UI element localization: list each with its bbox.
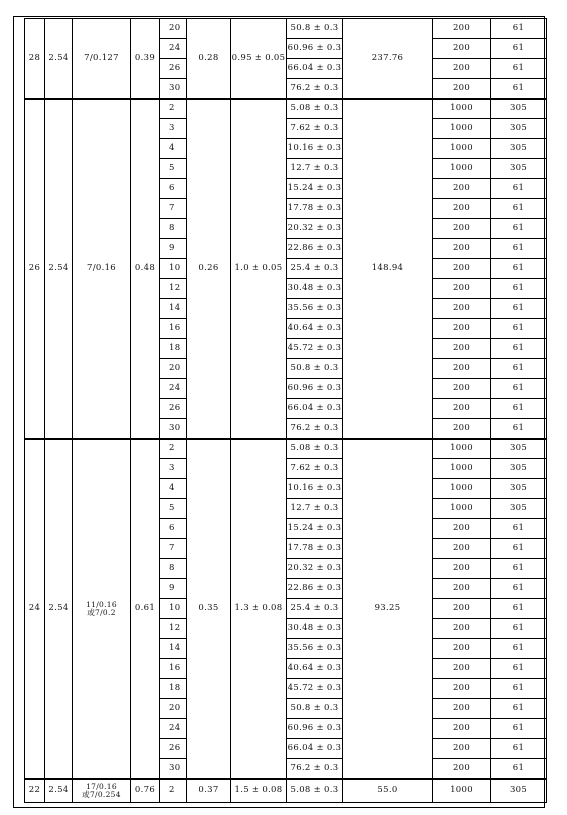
qty-reel-cell: 200 — [433, 699, 491, 719]
pins-cell: 3 — [160, 459, 187, 479]
pins-cell: 16 — [160, 659, 187, 679]
qty-reel-cell: 200 — [433, 619, 491, 639]
table-row — [25, 19, 547, 39]
qty-reel-cell: 1000 — [433, 779, 491, 803]
length-cell: 30.48 ± 0.3 — [287, 279, 343, 299]
pins-cell: 10 — [160, 259, 187, 279]
pins-cell: 8 — [160, 559, 187, 579]
length-cell: 25.4 ± 0.3 — [287, 259, 343, 279]
qty-reel-cell: 200 — [433, 719, 491, 739]
pins-cell: 10 — [160, 599, 187, 619]
qty-reel-cell: 200 — [433, 219, 491, 239]
qty-length-cell: 61 — [491, 239, 547, 259]
qty-length-cell: 61 — [491, 659, 547, 679]
qty-length-cell: 61 — [491, 419, 547, 439]
table-row — [25, 99, 547, 119]
awg-cell: 26 — [25, 99, 45, 439]
conductor-line: 或7/0.254 — [82, 789, 121, 799]
pins-cell: 30 — [160, 419, 187, 439]
pins-cell: 5 — [160, 159, 187, 179]
qty-reel-cell: 1000 — [433, 99, 491, 119]
qty-length-cell: 61 — [491, 739, 547, 759]
qty-reel-cell: 200 — [433, 259, 491, 279]
qty-reel-cell: 1000 — [433, 479, 491, 499]
qty-length-cell: 61 — [491, 259, 547, 279]
length-cell: 50.8 ± 0.3 — [287, 699, 343, 719]
pins-cell: 2 — [160, 99, 187, 119]
length-cell: 15.24 ± 0.3 — [287, 179, 343, 199]
qty-reel-cell: 200 — [433, 659, 491, 679]
qty-reel-cell: 1000 — [433, 119, 491, 139]
qty-length-cell: 61 — [491, 359, 547, 379]
qty-reel-cell: 200 — [433, 79, 491, 99]
pins-cell: 26 — [160, 59, 187, 79]
qty-length-cell: 61 — [491, 579, 547, 599]
pins-cell: 14 — [160, 299, 187, 319]
pins-cell: 12 — [160, 279, 187, 299]
qty-reel-cell: 200 — [433, 279, 491, 299]
diameter-cell: 0.76 — [131, 779, 160, 803]
length-cell: 60.96 ± 0.3 — [287, 39, 343, 59]
table-body — [25, 19, 547, 803]
qty-reel-cell: 200 — [433, 679, 491, 699]
resistance-cell: 148.94 — [343, 99, 433, 439]
resistance-cell: 55.0 — [343, 779, 433, 803]
qty-reel-cell: 200 — [433, 759, 491, 779]
length-cell: 60.96 ± 0.3 — [287, 719, 343, 739]
length-cell: 22.86 ± 0.3 — [287, 239, 343, 259]
qty-reel-cell: 200 — [433, 639, 491, 659]
length-cell: 22.86 ± 0.3 — [287, 579, 343, 599]
qty-reel-cell: 200 — [433, 419, 491, 439]
length-cell: 45.72 ± 0.3 — [287, 339, 343, 359]
pitch-cell: 2.54 — [45, 99, 73, 439]
cable-spec-table — [24, 18, 547, 803]
qty-length-cell: 61 — [491, 59, 547, 79]
qty-reel-cell: 200 — [433, 399, 491, 419]
awg-cell: 22 — [25, 779, 45, 803]
qty-length-cell: 61 — [491, 179, 547, 199]
length-cell: 66.04 ± 0.3 — [287, 739, 343, 759]
pins-cell: 4 — [160, 479, 187, 499]
qty-reel-cell: 200 — [433, 239, 491, 259]
conductor-line: 7/0.127 — [84, 52, 119, 63]
pins-cell: 24 — [160, 379, 187, 399]
qty-length-cell: 61 — [491, 719, 547, 739]
width-tolerance-cell: 1.3 ± 0.08 — [231, 439, 287, 779]
awg-cell: 28 — [25, 19, 45, 99]
qty-reel-cell: 200 — [433, 339, 491, 359]
pins-cell: 20 — [160, 699, 187, 719]
length-cell: 76.2 ± 0.3 — [287, 79, 343, 99]
qty-reel-cell: 200 — [433, 179, 491, 199]
length-cell: 5.08 ± 0.3 — [287, 779, 343, 803]
table-row — [25, 439, 547, 459]
pins-cell: 30 — [160, 79, 187, 99]
qty-length-cell: 305 — [491, 439, 547, 459]
qty-reel-cell: 200 — [433, 59, 491, 79]
qty-reel-cell: 200 — [433, 559, 491, 579]
length-cell: 17.78 ± 0.3 — [287, 199, 343, 219]
pins-cell: 18 — [160, 679, 187, 699]
width-tolerance-cell: 1.0 ± 0.05 — [231, 99, 287, 439]
qty-length-cell: 61 — [491, 399, 547, 419]
thickness-cell: 0.28 — [187, 19, 231, 99]
pins-cell: 24 — [160, 39, 187, 59]
length-cell: 12.7 ± 0.3 — [287, 159, 343, 179]
pins-cell: 26 — [160, 399, 187, 419]
qty-length-cell: 61 — [491, 699, 547, 719]
qty-length-cell: 61 — [491, 199, 547, 219]
diameter-cell: 0.39 — [131, 19, 160, 99]
pins-cell: 6 — [160, 179, 187, 199]
qty-reel-cell: 1000 — [433, 499, 491, 519]
length-cell: 45.72 ± 0.3 — [287, 679, 343, 699]
conductor-cell — [73, 19, 131, 99]
length-cell: 20.32 ± 0.3 — [287, 219, 343, 239]
pins-cell: 7 — [160, 539, 187, 559]
qty-length-cell: 61 — [491, 19, 547, 39]
qty-reel-cell: 1000 — [433, 139, 491, 159]
qty-length-cell: 61 — [491, 79, 547, 99]
conductor-line: 11/0.16 — [86, 599, 117, 609]
qty-length-cell: 61 — [491, 279, 547, 299]
length-cell: 40.64 ± 0.3 — [287, 319, 343, 339]
thickness-cell: 0.26 — [187, 99, 231, 439]
conductor-cell — [73, 779, 131, 803]
qty-length-cell: 305 — [491, 99, 547, 119]
qty-reel-cell: 200 — [433, 579, 491, 599]
length-cell: 76.2 ± 0.3 — [287, 419, 343, 439]
qty-length-cell: 61 — [491, 39, 547, 59]
length-cell: 35.56 ± 0.3 — [287, 639, 343, 659]
qty-reel-cell: 200 — [433, 539, 491, 559]
resistance-cell: 93.25 — [343, 439, 433, 779]
diameter-cell: 0.61 — [131, 439, 160, 779]
length-cell: 76.2 ± 0.3 — [287, 759, 343, 779]
qty-length-cell: 61 — [491, 559, 547, 579]
qty-reel-cell: 1000 — [433, 439, 491, 459]
conductor-cell — [73, 439, 131, 779]
pins-cell: 9 — [160, 579, 187, 599]
qty-reel-cell: 200 — [433, 199, 491, 219]
qty-length-cell: 61 — [491, 619, 547, 639]
qty-length-cell: 305 — [491, 779, 547, 803]
qty-reel-cell: 200 — [433, 19, 491, 39]
pins-cell: 4 — [160, 139, 187, 159]
qty-reel-cell: 200 — [433, 299, 491, 319]
qty-reel-cell: 200 — [433, 359, 491, 379]
conductor-line: 17/0.16 — [86, 781, 117, 791]
pitch-cell: 2.54 — [45, 19, 73, 99]
length-cell: 35.56 ± 0.3 — [287, 299, 343, 319]
qty-length-cell: 305 — [491, 139, 547, 159]
conductor-line: 7/0.16 — [87, 263, 116, 274]
qty-reel-cell: 200 — [433, 319, 491, 339]
qty-length-cell: 305 — [491, 459, 547, 479]
conductor-cell — [73, 99, 131, 439]
qty-length-cell: 61 — [491, 339, 547, 359]
length-cell: 66.04 ± 0.3 — [287, 59, 343, 79]
qty-reel-cell: 1000 — [433, 459, 491, 479]
width-tolerance-cell: 0.95 ± 0.05 — [231, 19, 287, 99]
pins-cell: 9 — [160, 239, 187, 259]
length-cell: 30.48 ± 0.3 — [287, 619, 343, 639]
qty-length-cell: 61 — [491, 759, 547, 779]
qty-length-cell: 305 — [491, 119, 547, 139]
resistance-cell: 237.76 — [343, 19, 433, 99]
pins-cell: 12 — [160, 619, 187, 639]
length-cell: 15.24 ± 0.3 — [287, 519, 343, 539]
qty-length-cell: 61 — [491, 679, 547, 699]
pins-cell: 5 — [160, 499, 187, 519]
qty-reel-cell: 200 — [433, 39, 491, 59]
pitch-cell: 2.54 — [45, 439, 73, 779]
length-cell: 50.8 ± 0.3 — [287, 19, 343, 39]
conductor-line: 或7/0.2 — [87, 607, 116, 617]
length-cell: 17.78 ± 0.3 — [287, 539, 343, 559]
pins-cell: 2 — [160, 779, 187, 803]
thickness-cell: 0.35 — [187, 439, 231, 779]
table-row — [25, 779, 547, 803]
qty-length-cell: 61 — [491, 639, 547, 659]
qty-length-cell: 305 — [491, 499, 547, 519]
length-cell: 7.62 ± 0.3 — [287, 119, 343, 139]
length-cell: 10.16 ± 0.3 — [287, 479, 343, 499]
length-cell: 7.62 ± 0.3 — [287, 459, 343, 479]
pins-cell: 6 — [160, 519, 187, 539]
qty-length-cell: 61 — [491, 599, 547, 619]
qty-reel-cell: 200 — [433, 599, 491, 619]
pins-cell: 24 — [160, 719, 187, 739]
thickness-cell: 0.37 — [187, 779, 231, 803]
length-cell: 5.08 ± 0.3 — [287, 99, 343, 119]
pins-cell: 18 — [160, 339, 187, 359]
pins-cell: 20 — [160, 19, 187, 39]
qty-length-cell: 61 — [491, 299, 547, 319]
length-cell: 12.7 ± 0.3 — [287, 499, 343, 519]
length-cell: 5.08 ± 0.3 — [287, 439, 343, 459]
pins-cell: 2 — [160, 439, 187, 459]
pins-cell: 8 — [160, 219, 187, 239]
awg-cell: 24 — [25, 439, 45, 779]
width-tolerance-cell: 1.5 ± 0.08 — [231, 779, 287, 803]
qty-length-cell: 305 — [491, 159, 547, 179]
qty-length-cell: 61 — [491, 539, 547, 559]
pins-cell: 3 — [160, 119, 187, 139]
length-cell: 66.04 ± 0.3 — [287, 399, 343, 419]
length-cell: 50.8 ± 0.3 — [287, 359, 343, 379]
pins-cell: 16 — [160, 319, 187, 339]
qty-length-cell: 61 — [491, 219, 547, 239]
length-cell: 60.96 ± 0.3 — [287, 379, 343, 399]
qty-length-cell: 61 — [491, 319, 547, 339]
qty-length-cell: 61 — [491, 519, 547, 539]
length-cell: 20.32 ± 0.3 — [287, 559, 343, 579]
qty-reel-cell: 1000 — [433, 159, 491, 179]
pins-cell: 26 — [160, 739, 187, 759]
length-cell: 40.64 ± 0.3 — [287, 659, 343, 679]
pins-cell: 14 — [160, 639, 187, 659]
pins-cell: 20 — [160, 359, 187, 379]
length-cell: 10.16 ± 0.3 — [287, 139, 343, 159]
qty-reel-cell: 200 — [433, 379, 491, 399]
qty-length-cell: 61 — [491, 379, 547, 399]
qty-reel-cell: 200 — [433, 519, 491, 539]
qty-reel-cell: 200 — [433, 739, 491, 759]
pins-cell: 7 — [160, 199, 187, 219]
pins-cell: 30 — [160, 759, 187, 779]
length-cell: 25.4 ± 0.3 — [287, 599, 343, 619]
pitch-cell: 2.54 — [45, 779, 73, 803]
qty-length-cell: 305 — [491, 479, 547, 499]
diameter-cell: 0.48 — [131, 99, 160, 439]
